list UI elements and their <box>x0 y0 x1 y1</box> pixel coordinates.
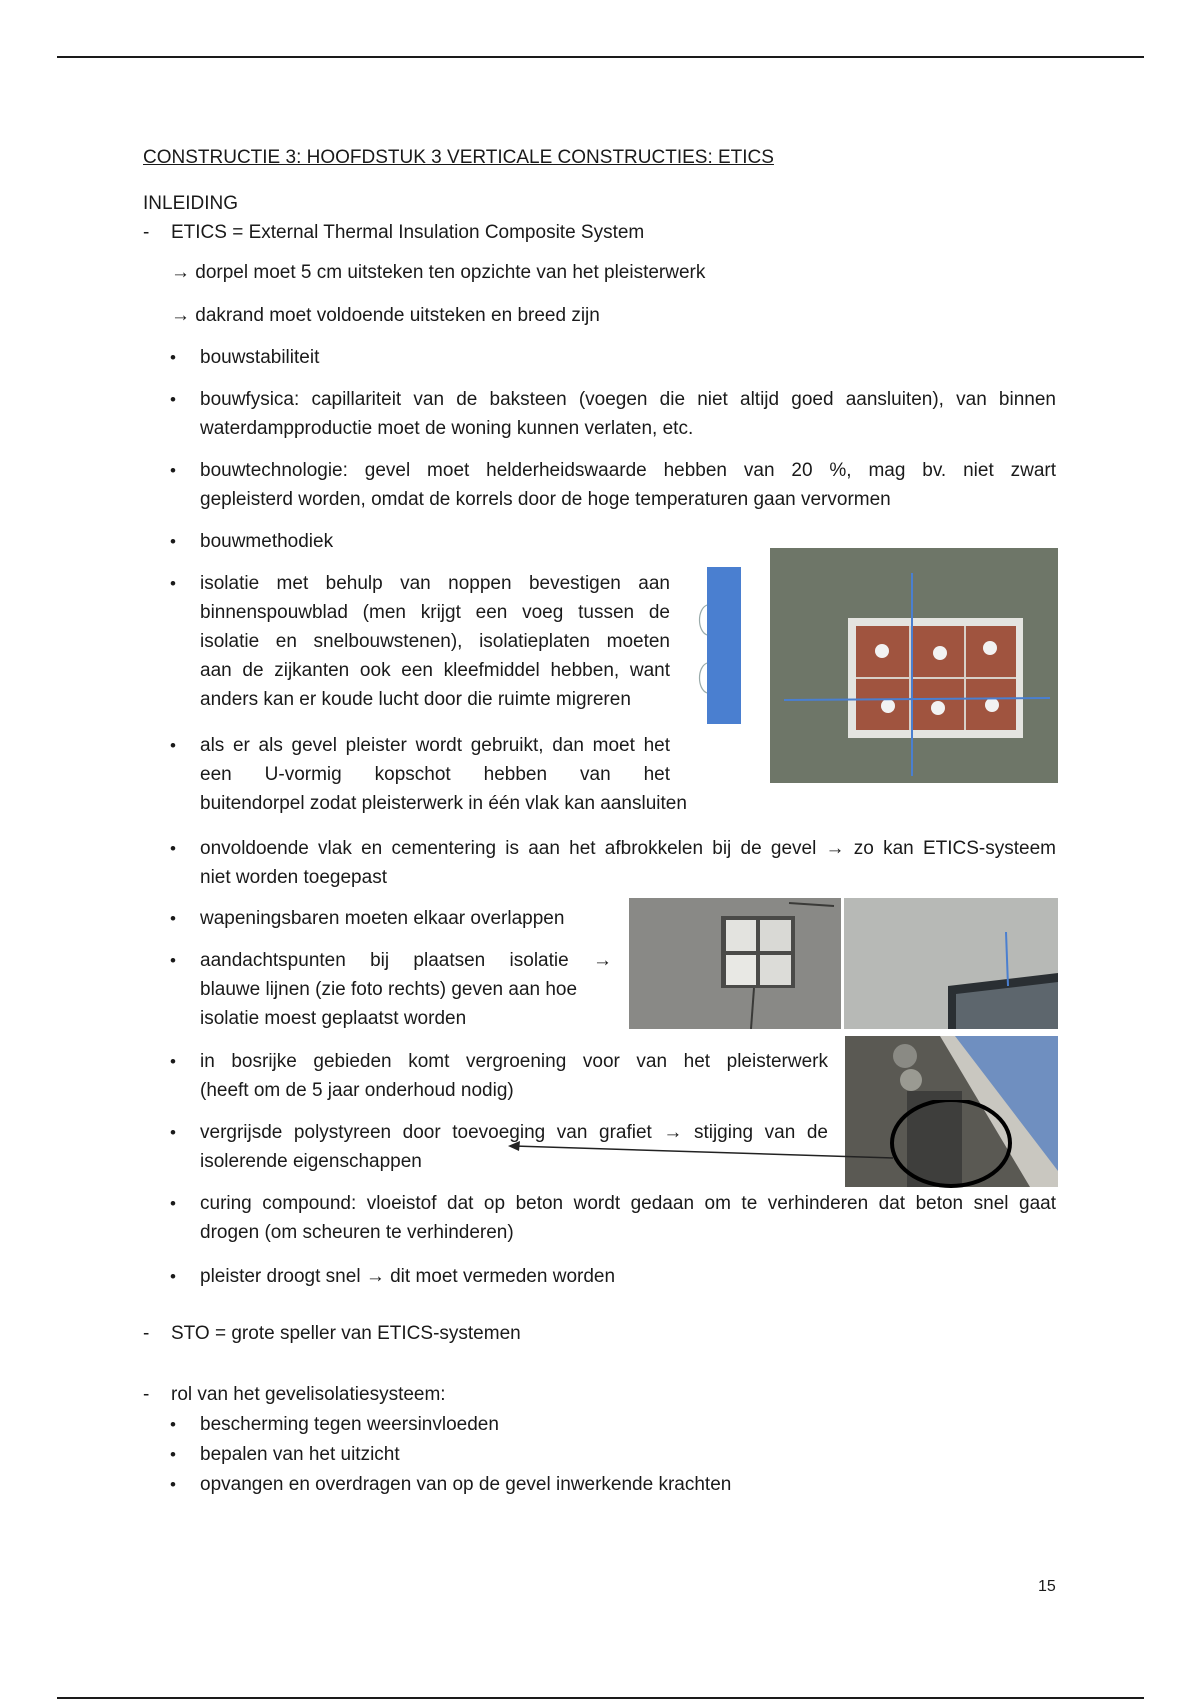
bullet-building-technology <box>200 456 1056 514</box>
bullet-line: isolatie met behulp van noppen bevestigen aan <box>200 573 670 594</box>
bullet-attention-points <box>200 946 612 1033</box>
bullet-line: vergrijsde polystyreen door toevoeging van grafiet → stijging van de <box>200 1122 828 1143</box>
role-item: bescherming tegen weersinvloeden <box>200 1414 499 1435</box>
bullet-line: blauwe lijnen (zie foto rechts) geven aan hoe <box>200 979 578 1000</box>
bullet-line: aandachtspunten bij plaatsen isolatie → <box>200 950 612 971</box>
bullet-icon: • <box>170 1415 176 1434</box>
bullet-icon: • <box>170 461 176 480</box>
bullet-icon: • <box>170 1123 176 1142</box>
bullet-line: binnenspouwblad (men krijgt een voeg tussen de <box>200 602 670 623</box>
insulation-piece <box>760 955 791 985</box>
bullet-icon: • <box>170 736 176 755</box>
bullet-line: curing compound: vloeistof dat op beton wordt gedaan om te verhinderen dat beton snel gaat <box>200 1193 1056 1214</box>
bullet-line: aan de zijkanten ook een kleefmiddel hebben, want <box>200 660 670 681</box>
bullet-icon: • <box>170 839 176 858</box>
bullet-insulation-fixing <box>200 569 670 714</box>
insulation-piece <box>726 920 756 951</box>
adhesive-dot <box>983 641 997 655</box>
insulation-piece <box>760 920 791 951</box>
nub-outline <box>700 605 708 635</box>
bullet-icon: • <box>170 1267 176 1286</box>
adhesive-dot <box>985 698 999 712</box>
bullet-icon: • <box>170 1445 176 1464</box>
bullet-line: buitendorpel zodat pleisterwerk in één vlak kan aansluiten <box>200 793 687 814</box>
page-number: 15 <box>1038 1578 1056 1595</box>
top-rule <box>57 56 1144 58</box>
adhesive-dot <box>933 646 947 660</box>
bullet-building-physics <box>200 385 1056 443</box>
arrowhead-icon <box>508 1141 520 1151</box>
bullet-plaster-drying: pleister droogt snel → dit moet vermeden worden <box>200 1266 616 1287</box>
dash-marker: - <box>143 1384 150 1405</box>
bottom-rule <box>57 1697 1144 1699</box>
photo-insulation-board <box>770 548 1058 783</box>
bracket <box>893 1044 917 1068</box>
photo-concrete-patch <box>629 898 841 1029</box>
bullet-line: niet worden toegepast <box>200 867 387 888</box>
bullet-line: (heeft om de 5 jaar onderhoud nodig) <box>200 1080 514 1101</box>
bullet-icon: • <box>170 1475 176 1494</box>
bullet-line: isolatie en snelbouwstenen), isolatieplaten moeten <box>200 631 670 652</box>
dash-marker: - <box>143 1323 150 1344</box>
bullet-icon: • <box>170 574 176 593</box>
nub-outline <box>700 663 708 693</box>
role-heading: rol van het gevelisolatiesysteem: <box>171 1384 446 1405</box>
bullet-line: een U-vormig kopschot hebben van het <box>200 764 670 785</box>
bullet-line: isolatie moest geplaatst worden <box>200 1008 467 1029</box>
bullet-line: drogen (om scheuren te verhinderen) <box>200 1222 514 1243</box>
insulation-slab <box>707 567 741 724</box>
annotation-arrow-line <box>514 1146 893 1158</box>
bullet-plaster-end-cap <box>200 731 687 818</box>
bullet-building-stability: bouwstabiliteit <box>200 347 320 368</box>
bullet-icon: • <box>170 532 176 551</box>
highlight-circle-icon <box>892 1100 1010 1186</box>
bullet-line: als er als gevel pleister wordt gebruikt, dan moet het <box>200 735 670 756</box>
bracket <box>900 1069 922 1091</box>
bullet-building-method: bouwmethodiek <box>200 531 334 552</box>
arrow-note-threshold: → dorpel moet 5 cm uitsteken ten opzichte van het pleisterwerk <box>171 262 706 283</box>
adhesive-dot <box>881 699 895 713</box>
role-item: opvangen en overdragen van op de gevel inwerkende krachten <box>200 1474 732 1495</box>
etics-definition: ETICS = External Thermal Insulation Composite System <box>171 222 645 243</box>
bullet-reinforcement-overlap: wapeningsbaren moeten elkaar overlappen <box>200 908 565 929</box>
bullet-line: gepleisterd worden, omdat de korrels door de hoge temperaturen gaan vervormen <box>200 489 891 510</box>
bullet-line: waterdampproductie moet de woning kunnen verlaten, etc. <box>200 418 694 439</box>
bullet-greening <box>200 1047 828 1105</box>
bullet-line: anders kan er koude lucht door die ruimte migreren <box>200 689 631 710</box>
bullet-icon: • <box>170 1052 176 1071</box>
bullet-line: onvoldoende vlak en cementering is aan het afbrokkelen bij de gevel → zo kan ETICS-systeem <box>200 838 1056 859</box>
section-heading: INLEIDING <box>143 193 239 214</box>
insulation-piece <box>726 955 756 985</box>
dash-marker: - <box>143 222 150 243</box>
insulation-slab-diagram <box>697 565 745 727</box>
page-title: CONSTRUCTIE 3: HOOFDSTUK 3 VERTICALE CONSTRUCTIES: ETICS <box>143 147 774 168</box>
bullet-icon: • <box>170 951 176 970</box>
bullet-line: bouwtechnologie: gevel moet helderheidswaarde hebben van 20 %, mag bv. niet zwart <box>200 460 1056 481</box>
photo-facade-window <box>844 898 1058 1029</box>
bullet-icon: • <box>170 1194 176 1213</box>
bullet-icon: • <box>170 909 176 928</box>
bullet-line: isolerende eigenschappen <box>200 1151 422 1172</box>
bullet-line: in bosrijke gebieden komt vergroening voor van het pleisterwerk <box>200 1051 828 1072</box>
adhesive-dot <box>875 644 889 658</box>
bullet-icon: • <box>170 348 176 367</box>
role-item: bepalen van het uitzicht <box>200 1444 400 1465</box>
bullet-insufficient-flatness <box>200 834 1056 892</box>
sto-note: STO = grote speller van ETICS-systemen <box>171 1323 521 1344</box>
adhesive-dot <box>931 701 945 715</box>
arrow-note-roof-edge: → dakrand moet voldoende uitsteken en breed zijn <box>171 305 600 326</box>
bullet-line: bouwfysica: capillariteit van de baksteen (voegen die niet altijd goed aansluiten), van binnen <box>200 389 1056 410</box>
bullet-icon: • <box>170 390 176 409</box>
bullet-curing-compound <box>200 1189 1056 1247</box>
